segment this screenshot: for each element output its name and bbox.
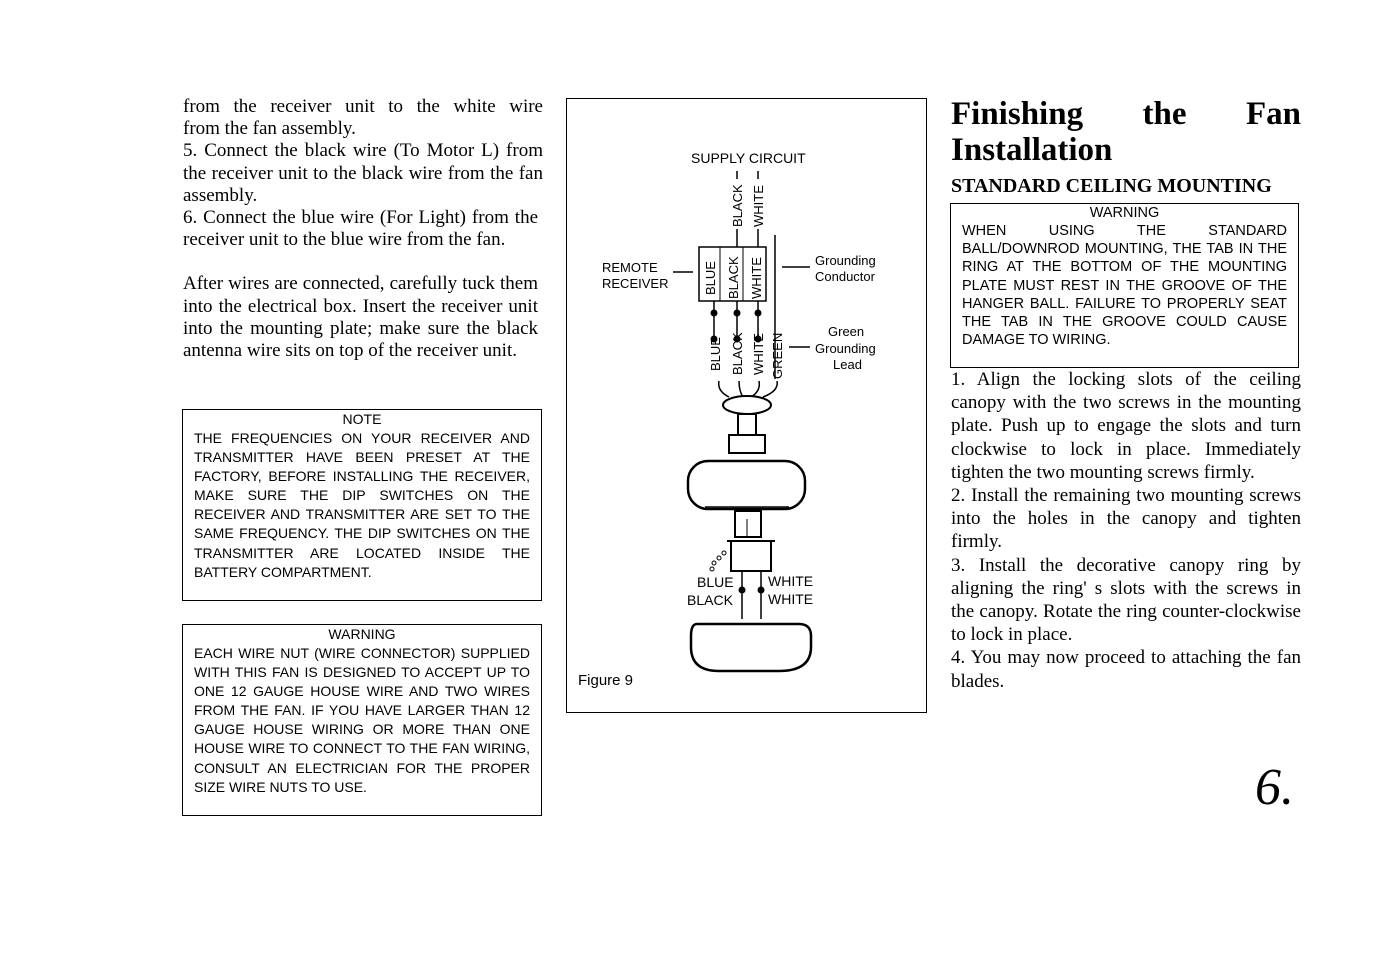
motor-housing — [688, 461, 805, 509]
mounting-step-2: 2. Install the remaining two mounting screws into the holes in the canopy and tighten firmly. — [951, 485, 1301, 553]
paragraph-continuation-line1: from the receiver unit to the white wire — [183, 96, 543, 117]
label-green: Green — [828, 324, 865, 339]
light-kit-bowl — [691, 624, 811, 671]
section-title — [951, 96, 1301, 168]
paragraph-tuck-wires: After wires are connected, carefully tuck them into the electrical box. Insert the receiver unit into the mounting plate; make sure the black antenna wire sits on top of the receiver unit. — [183, 273, 538, 362]
label-white-lightkit-1: WHITE — [768, 573, 814, 589]
note-body: THE FREQUENCIES ON YOUR RECEIVER AND TRANSMITTER HAVE BEEN PRESET AT THE FACTORY, BEFORE INSTALLING THE RECEIVER, MAKE SURE THE DIP SWITCHES ON THE RECEIVER AND TRANSMITTER ARE SET TO THE SAME FREQUENCY. THE DIP SWITCHES ON THE TRANSMITTER ARE LOCATED INSIDE THE BATTERY COMPARTMENT. — [194, 430, 530, 580]
wire-label-white-fan: WHITE — [751, 333, 766, 375]
mounting-warning-body: WHEN USING THE STANDARD BALL/DOWNROD MOUNTING, THE TAB IN THE RING AT THE BOTTOM OF THE MOUNTING PLATE MUST REST IN THE GROOVE OF THE HANGER BALL. FAILURE TO PROPERLY SEAT THE TAB IN THE GROOVE COULD CAUSE DAMAGE TO WIRING. — [962, 223, 1287, 349]
figure-caption: Figure 9 — [578, 672, 634, 689]
wire-label-blue-fan: BLUE — [708, 337, 723, 371]
page-number: 6. — [1255, 759, 1294, 816]
note-title: NOTE — [342, 411, 382, 427]
mounting-step-4: 4. You may now proceed to attaching the fan blades. — [951, 647, 1301, 692]
left-column — [183, 96, 543, 362]
wire-label-white-supply: WHITE — [751, 185, 766, 227]
mounting-warning-title: WARNING — [1089, 205, 1160, 221]
label-conductor: Conductor — [815, 269, 875, 284]
warning-title: WARNING — [328, 626, 396, 642]
subheading: STANDARD CEILING MOUNTING — [951, 175, 1272, 197]
switch-housing — [731, 541, 771, 571]
wire-label-blue-box: BLUE — [703, 261, 718, 295]
wire-label-white-box: WHITE — [749, 257, 764, 299]
label-blue-lightkit: BLUE — [697, 574, 734, 590]
wiring-diagram — [567, 99, 926, 712]
mounting-steps — [951, 368, 1301, 693]
wire-label-green-fan: GREEN — [770, 332, 785, 379]
title-word-1: Finishing — [951, 96, 1084, 132]
warning-box-mounting — [950, 203, 1299, 368]
label-grounding-lead: Grounding — [815, 341, 876, 356]
label-black-lightkit: BLACK — [687, 592, 733, 608]
paragraph-continuation-line2: from the fan assembly. — [183, 118, 356, 140]
title-line-2: Installation — [951, 132, 1113, 168]
mounting-step-1: 1. Align the locking slots of the ceiling canopy with the two screws in the mounting plate. Push up to engage the slots and turn clockwise to lock in place. Immediately tighten the two mounting screws firmly. — [951, 369, 1301, 483]
title-word-2: the — [1142, 96, 1187, 132]
label-grounding: Grounding — [815, 253, 876, 268]
right-column — [951, 96, 1301, 198]
label-remote: REMOTE — [602, 260, 658, 275]
label-lead: Lead — [833, 357, 862, 372]
wire-label-black-supply: BLACK — [730, 184, 745, 227]
warning-box-wire-nut — [182, 624, 542, 816]
wire-label-black-fan: BLACK — [730, 332, 745, 375]
warning-body: EACH WIRE NUT (WIRE CONNECTOR) SUPPLIED WITH THIS FAN IS DESIGNED TO ACCEPT UP TO ONE 12 GAUGE HOUSE WIRE AND TWO WIRES FROM THE FAN. IF YOU HAVE LARGER THAN 12 GAUGE HOUSE WIRING OR MORE THAN ONE HOUSE WIRE TO CONNECT TO THE FAN WIRING, CONSULT AN ELECTRICIAN FOR THE PROPER SIZE WIRE NUTS TO USE. — [194, 645, 530, 795]
wire-label-black-box: BLACK — [726, 256, 741, 299]
label-supply-circuit: SUPPLY CIRCUIT — [691, 150, 806, 166]
title-word-3: Fan — [1245, 96, 1301, 132]
wiring-figure — [566, 98, 927, 713]
label-white-lightkit-2: WHITE — [768, 591, 814, 607]
mounting-step-3: 3. Install the decorative canopy ring by aligning the ring' s slots with the screws in the canopy. Rotate the ring counter-clockwise to lock in place. — [951, 554, 1301, 646]
step-5: 5. Connect the black wire (To Motor L) from the receiver unit to the black wire from the fan assembly. — [183, 140, 543, 206]
hanger-ball — [723, 396, 771, 414]
step-6: 6. Connect the blue wire (For Light) from the receiver unit to the blue wire from the fan. — [183, 207, 538, 251]
label-receiver: RECEIVER — [602, 276, 669, 291]
note-box — [182, 409, 542, 601]
